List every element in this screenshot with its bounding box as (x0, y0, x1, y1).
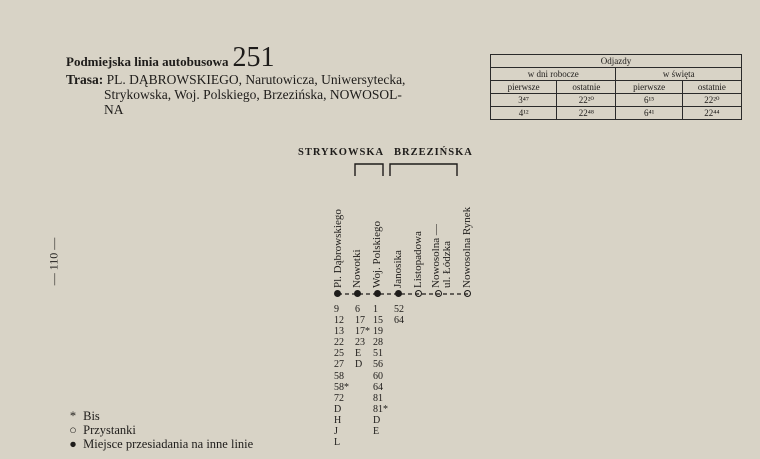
legend-transfer: ● Miejsce przesiadania na inne linie (69, 437, 254, 451)
stop-label: Listopadowa (412, 231, 424, 288)
col-header: pierwsze (616, 81, 682, 94)
table-cell: 6⁴¹ (616, 107, 682, 120)
table-cell: 22⁴⁸ (557, 107, 616, 120)
transfer-stop-dot (395, 290, 402, 297)
stop-dot (415, 290, 422, 297)
transfer-lines-col: 52 64 (394, 304, 404, 327)
stop-dot (464, 290, 471, 297)
route-description (66, 72, 405, 117)
title-label: Podmiejska linia autobusowa (66, 54, 229, 69)
table-cell: 22²⁰ (682, 94, 741, 107)
stop-dot (435, 290, 442, 297)
col-header: ostatnie (557, 81, 616, 94)
table-cell: 22⁴⁴ (682, 107, 741, 120)
route-line (330, 288, 480, 302)
table-cell: 22²⁰ (557, 94, 616, 107)
stop-label: Pl. Dąbrowskiego (332, 209, 344, 288)
transfer-stop-dot (334, 290, 341, 297)
departures-title: Odjazdy (491, 55, 742, 68)
stop-label: Nowosolna Rynek (461, 206, 473, 288)
group-weekdays: w dni robocze (491, 68, 616, 81)
street-brackets (340, 158, 470, 180)
legend (66, 409, 253, 451)
stop-label: Janosika (392, 250, 404, 288)
legend-stops: ○ Przystanki (69, 423, 136, 437)
legend-bis: * Bis (69, 409, 100, 423)
table-cell: 3⁴⁷ (491, 94, 557, 107)
stop-label: Nowosolna — ul. Łódzka (430, 224, 453, 288)
table-row (491, 107, 742, 120)
group-holidays: w święta (616, 68, 742, 81)
transfer-lines-col: 1 15 19 28 51 56 60 64 81 81* D E (373, 304, 388, 438)
route-label: Trasa: (66, 72, 104, 87)
stop-label: Woj. Polskiego (371, 221, 383, 288)
transfer-lines-col: 9 12 13 22 25 27 58 58* 72 D H J L (334, 304, 349, 449)
col-header: pierwsze (491, 81, 557, 94)
transfer-stop-dot (354, 290, 361, 297)
street-brzezinska: BRZEZIŃSKA (394, 147, 473, 158)
route-line-1: PL. DĄBROWSKIEGO, Narutowicza, Uniwersytecka, (106, 72, 406, 87)
table-cell: 4¹² (491, 107, 557, 120)
transfer-lines-col: 6 17 17* 23 E D (355, 304, 370, 371)
table-cell: 6¹⁵ (616, 94, 682, 107)
page-number: — 110 — (46, 237, 61, 286)
col-header: ostatnie (682, 81, 741, 94)
line-number: 251 (232, 42, 275, 73)
street-strykowska: STRYKOWSKA (298, 147, 385, 158)
line-title (66, 42, 275, 74)
route-line-3: NA (104, 102, 124, 117)
stop-label: Nowotki (351, 249, 363, 288)
departures-table (490, 54, 742, 120)
table-row (491, 94, 742, 107)
transfer-stop-dot (374, 290, 381, 297)
route-line-2: Strykowska, Woj. Polskiego, Brzezińska, NOWOSOL- (104, 87, 402, 102)
